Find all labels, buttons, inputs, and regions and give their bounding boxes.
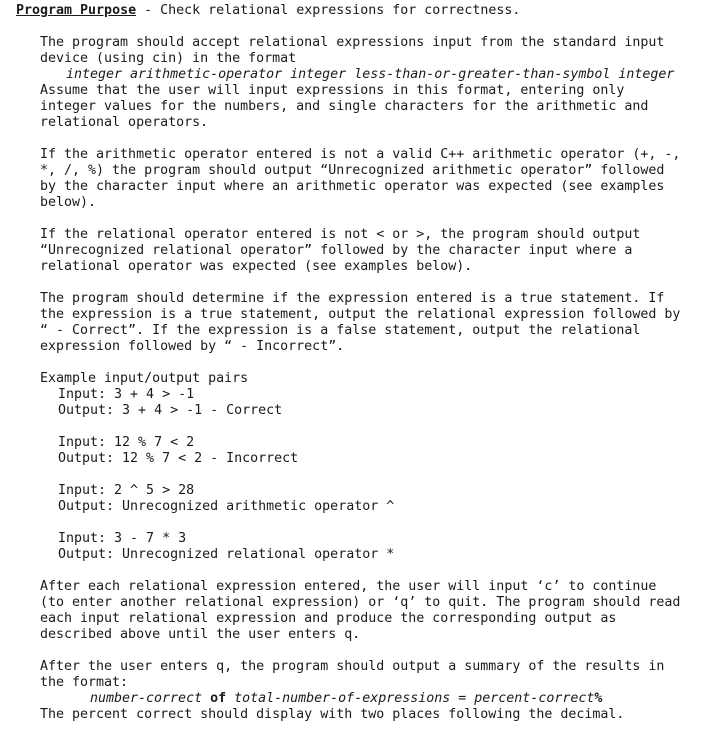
text-line: the format: bbox=[40, 675, 129, 690]
example-input: Input: 2 ^ 5 > 28 bbox=[58, 483, 195, 498]
summary-format-part: number-correct bbox=[90, 691, 203, 706]
paragraph-summary bbox=[16, 659, 716, 723]
title-description: - Check relational expressions for correctness. bbox=[136, 3, 521, 18]
text-line: below). bbox=[40, 195, 97, 210]
text-line: After the user enters q, the program should output a summary of the results in bbox=[40, 659, 665, 674]
text-line: Assume that the user will input expressions in this format, entering only bbox=[40, 83, 625, 98]
example-output: Output: Unrecognized relational operator * bbox=[58, 547, 395, 562]
example-output: Output: 12 % 7 < 2 - Incorrect bbox=[58, 451, 299, 466]
example-input: Input: 3 - 7 * 3 bbox=[58, 531, 187, 546]
example-input: Input: 3 + 4 > -1 bbox=[58, 387, 195, 402]
spacer bbox=[16, 563, 716, 579]
text-line: (to enter another relational expression) or ‘q’ to quit. The program should read bbox=[40, 595, 681, 610]
paragraph-continue-quit bbox=[16, 579, 716, 643]
examples-heading: Example input/output pairs bbox=[40, 371, 249, 386]
spacer bbox=[16, 355, 716, 371]
text-line: The program should accept relational expressions input from the standard input bbox=[40, 35, 665, 50]
example-input: Input: 12 % 7 < 2 bbox=[58, 435, 195, 450]
text-line: After each relational expression entered, the user will input ‘c’ to continue bbox=[40, 579, 657, 594]
paragraph-arithmetic-operator bbox=[16, 147, 716, 211]
title-line bbox=[16, 3, 716, 19]
text-line: expression followed by “ - Incorrect”. bbox=[40, 339, 345, 354]
text-line: device (using cin) in the format bbox=[40, 51, 297, 66]
input-format-spec: integer arithmetic-operator integer less-than-or-greater-than-symbol integer bbox=[66, 67, 675, 82]
text-line: relational operators. bbox=[40, 115, 209, 130]
spacer bbox=[16, 515, 716, 531]
example-output: Output: Unrecognized arithmetic operator ^ bbox=[58, 499, 395, 514]
examples-section bbox=[16, 371, 716, 563]
summary-format-of: of bbox=[202, 691, 235, 706]
spacer bbox=[16, 211, 716, 227]
spacer bbox=[16, 131, 716, 147]
spacer bbox=[16, 467, 716, 483]
paragraph-relational-operator bbox=[16, 227, 716, 275]
text-line: “ - Correct”. If the expression is a false statement, output the relational bbox=[40, 323, 641, 338]
text-line: the expression is a true statement, output the relational expression followed by bbox=[40, 307, 681, 322]
text-line: each input relational expression and produce the corresponding output as bbox=[40, 611, 617, 626]
text-line: integer values for the numbers, and single characters for the arithmetic and bbox=[40, 99, 649, 114]
text-line: If the arithmetic operator entered is not a valid C++ arithmetic operator (+, -, bbox=[40, 147, 681, 162]
paragraph-input-format bbox=[16, 35, 716, 131]
spacer bbox=[16, 419, 716, 435]
text-line: by the character input where an arithmetic operator was expected (see examples bbox=[40, 179, 665, 194]
paragraph-truth-check bbox=[16, 291, 716, 355]
text-line: relational operator was expected (see examples below). bbox=[40, 259, 473, 274]
text-line: described above until the user enters q. bbox=[40, 627, 361, 642]
text-line: The program should determine if the expression entered is a true statement. If bbox=[40, 291, 665, 306]
spacer bbox=[16, 19, 716, 35]
section-heading: Program Purpose bbox=[16, 3, 137, 18]
summary-format-spec bbox=[16, 691, 716, 707]
summary-format-percent: % bbox=[594, 691, 603, 706]
document bbox=[16, 3, 716, 723]
text-line: If the relational operator entered is not < or >, the program should output bbox=[40, 227, 641, 242]
spacer bbox=[16, 643, 716, 659]
example-output: Output: 3 + 4 > -1 - Correct bbox=[58, 403, 283, 418]
text-line: *, /, %) the program should output “Unrecognized arithmetic operator” followed bbox=[40, 163, 665, 178]
spacer bbox=[16, 275, 716, 291]
summary-format-part: total-number-of-expressions = percent-correct bbox=[234, 691, 595, 706]
text-line: “Unrecognized relational operator” followed by the character input where a bbox=[40, 243, 633, 258]
text-line: The percent correct should display with two places following the decimal. bbox=[40, 707, 625, 722]
